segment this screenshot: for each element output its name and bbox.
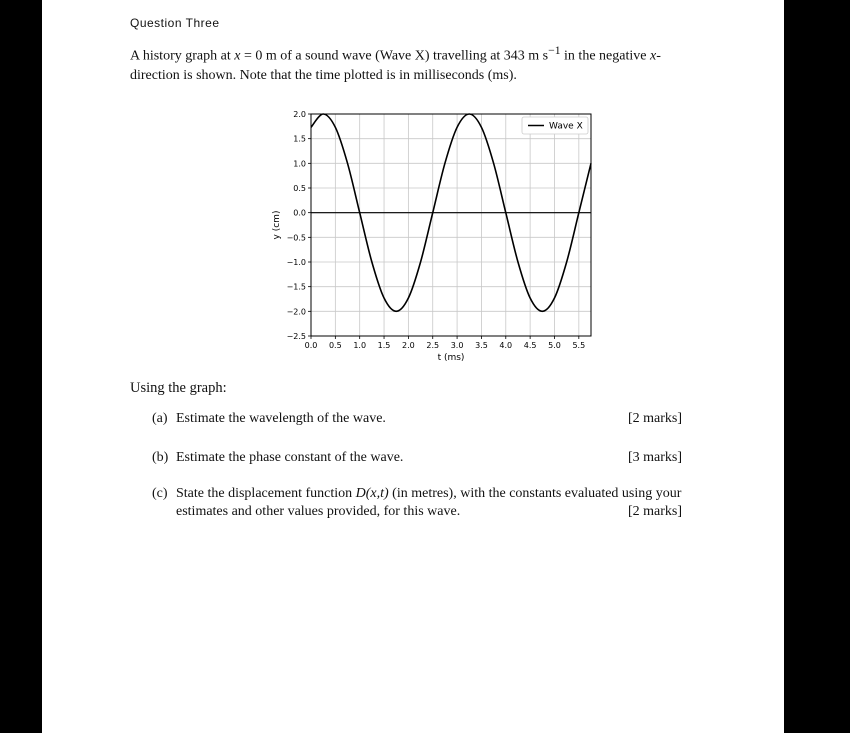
y-tick-label: −2.5 <box>286 332 306 341</box>
y-tick-label: −2.0 <box>286 307 306 317</box>
intro-var-x-2: x <box>649 48 657 64</box>
part-a-text: Estimate the wavelength of the wave. <box>176 411 386 426</box>
y-tick-label: 1.0 <box>293 159 306 169</box>
part-b-text: Estimate the phase constant of the wave. <box>176 450 404 465</box>
x-tick-label: 1.0 <box>353 341 367 350</box>
part-c-label: (c) <box>152 486 168 501</box>
x-tick-label: 2.5 <box>426 341 440 350</box>
using-graph-heading: Using the graph: <box>130 380 227 396</box>
part-a-marks: [2 marks] <box>627 411 682 426</box>
y-tick-label: −0.5 <box>286 233 306 243</box>
part-c-text-b: (in metres), with the constants evaluated using your estimates and other values provided, for this wave. <box>176 486 682 519</box>
legend-label: Wave X <box>549 121 583 132</box>
chart-legend <box>522 117 588 134</box>
intro-part-4: -direction is shown. Note that the time plotted is in milliseconds (ms). <box>130 48 661 83</box>
part-b-label: (b) <box>152 450 169 465</box>
y-tick-label: −1.0 <box>286 258 306 267</box>
wave-history-chart <box>222 92 602 372</box>
question-page <box>42 0 784 733</box>
part-a-label: (a) <box>152 411 168 426</box>
x-axis-label: t (ms) <box>437 353 465 363</box>
part-c-marks: [2 marks] <box>627 504 682 519</box>
grid-lines <box>311 114 591 336</box>
intro-var-x: x <box>234 48 241 64</box>
intro-part-2: = 0 m of a sound wave (Wave X) travelling at 343 m s <box>240 48 549 64</box>
y-tick-label: 1.5 <box>293 134 306 144</box>
x-tick-label: 0.0 <box>304 341 318 350</box>
part-c-text-a: State the displacement function <box>176 486 356 501</box>
x-tick-label: 0.5 <box>328 341 342 350</box>
x-tick-label: 4.5 <box>523 341 537 350</box>
intro-part-1: A history graph at <box>130 48 235 64</box>
x-tick-label: 4.0 <box>499 341 513 350</box>
x-tick-label: 1.5 <box>377 341 391 350</box>
part-c-text <box>176 485 686 521</box>
y-tick-label: 0.0 <box>293 208 306 218</box>
part-c-function: D(x,t) <box>355 486 389 501</box>
y-tick-label: −1.5 <box>286 282 306 292</box>
intro-part-3: in the negative <box>560 48 650 64</box>
x-tick-label: 3.0 <box>450 341 464 350</box>
x-tick-label: 5.0 <box>548 341 561 350</box>
question-title: Question Three <box>130 16 220 30</box>
y-axis-label: y (cm) <box>272 210 282 240</box>
x-tick-label: 3.5 <box>475 341 488 350</box>
x-tick-label: 5.5 <box>572 341 586 350</box>
part-b-marks: [3 marks] <box>627 450 682 465</box>
plot-frame <box>311 114 591 336</box>
y-tick-label: 2.0 <box>293 110 306 119</box>
tick-layer <box>287 110 586 350</box>
y-tick-label: 0.5 <box>293 184 306 193</box>
intro-superscript: −1 <box>548 44 561 57</box>
x-tick-label: 2.0 <box>402 341 415 350</box>
question-intro <box>130 41 690 85</box>
